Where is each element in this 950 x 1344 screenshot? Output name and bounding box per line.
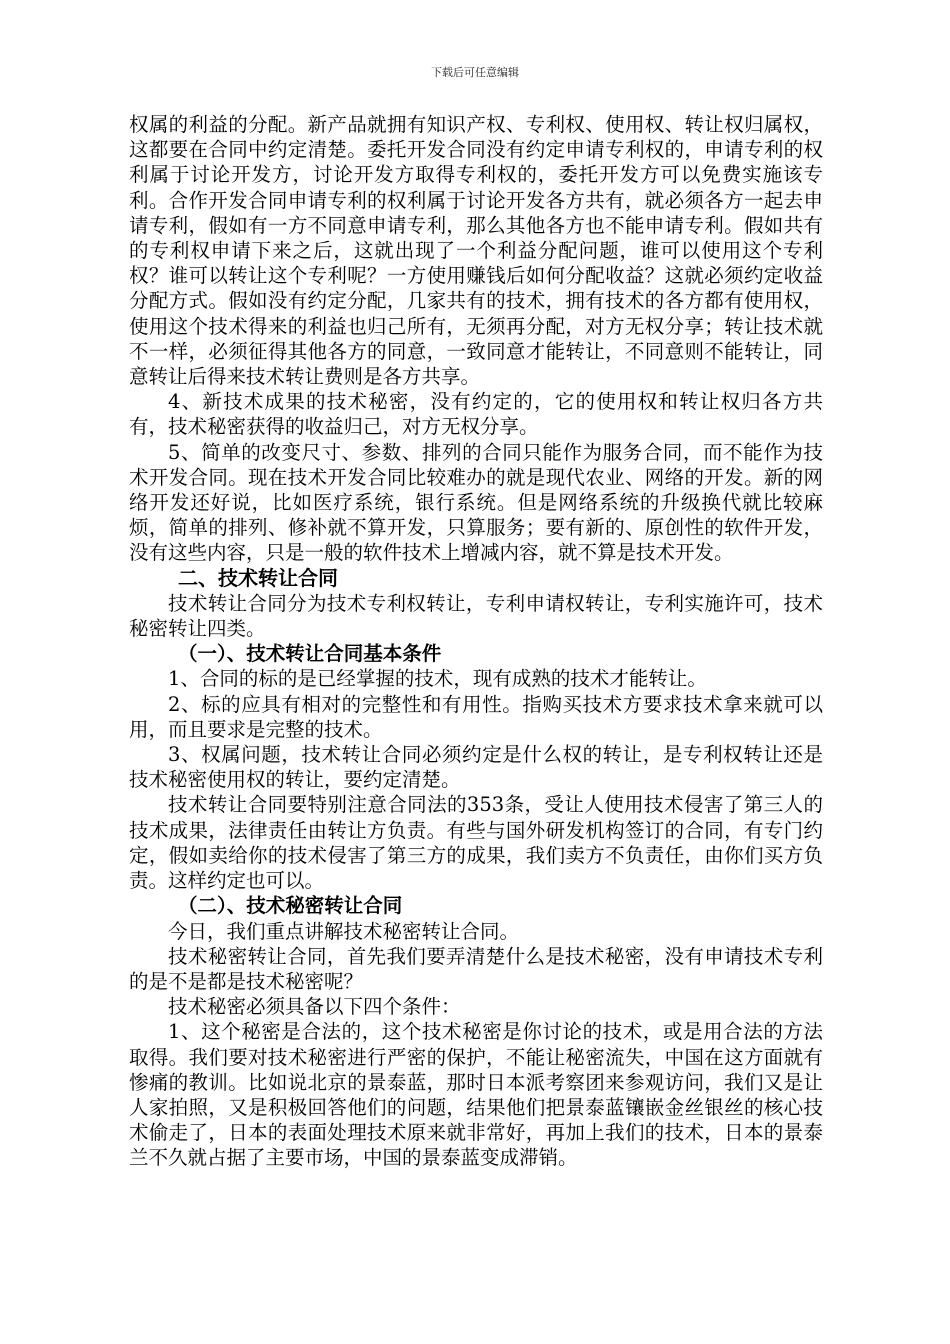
subsection-heading: （一）、技术转让合同基本条件: [178, 642, 442, 666]
paragraph: 技术转让合同分为技术专利权转让，专利申请权转让，专利实施许可，技术秘密转让四类。: [129, 591, 823, 641]
subsection-heading: （二）、技术秘密转让合同: [178, 894, 403, 918]
page-header: 下载后可任意编辑: [431, 66, 519, 79]
paragraph: 今日，我们重点讲解技术秘密转让合同。: [168, 919, 520, 943]
paragraph: 技术转让合同要特别注意合同法的353条，受让人使用技术侵害了第三人的技术成果，法律责任由转让方负责。有些与国外研发机构签订的合同，有专门约定，假如卖给你的技术侵害了第三方的成果，我们卖方不负责任，由你们买方负责。这样约定也可以。: [129, 793, 823, 893]
paragraph: 4、新技术成果的技术秘密，没有约定的，它的使用权和转让权归各方共有，技术秘密获得的收益归己，对方无权分享。: [129, 390, 823, 439]
paragraph: 1、合同的标的是已经掌握的技术，现有成熟的技术才能转让。: [168, 667, 707, 691]
paragraph: 1、这个秘密是合法的，这个技术秘密是你讨论的技术，或是用合法的方法取得。我们要对技术秘密进行严密的保护，不能让秘密流失，中国在这方面就有惨痛的教训。比如说北京的景泰蓝，那时日本派考察团来参观访问，我们又是让人家拍照，又是积极回答他们的问题，结果他们把景泰蓝镶嵌金丝银丝的核心技术偷走了，日本的表面处理技术原来就非常好，再加上我们的技术，日本的景泰兰不久就占据了主要市场，中国的景泰蓝变成滞销。: [129, 1020, 823, 1170]
paragraph: 技术秘密转让合同，首先我们要弄清楚什么是技术秘密，没有申请技术专利的是不是都是技术秘密呢？: [129, 944, 823, 993]
paragraph: 权属的利益的分配。新产品就拥有知识产权、专利权、使用权、转让权归属权，这都要在合同中约定清楚。委托开发合同没有约定申请专利权的，申请专利的权利属于讨论开发方，讨论开发方取得专利权的，委托开发方可以免费实施该专利。合作开发合同申请专利的权利属于讨论开发各方共有，就必须各方一起去申请专利，假如有一方不同意申请专利，那么其他各方也不能申请专利。假如共有的专利权申请下来之后，这就出现了一个利益分配问题，谁可以使用这个专利权？谁可以转让这个专利呢？一方使用赚钱后如何分配收益？这就必须约定收益分配方式。假如没有约定分配，几家共有的技术，拥有技术的各方都有使用权，使用这个技术得来的利益也归己所有，无须再分配，对方无权分享；转让技术就不一样，必须征得其他各方的同意，一致同意才能转让，不同意则不能转让，同意转让后得来技术转让费则是各方共享。: [129, 113, 823, 389]
paragraph: 5、简单的改变尺寸、参数、排列的合同只能作为服务合同，而不能作为技术开发合同。现在技术开发合同比较难办的就是现代农业、网络的开发。新的网络开发还好说，比如医疗系统，银行系统。但是网络系统的升级换代就比较麻烦，简单的排列、修补就不算开发，只算服务；要有新的、原创性的软件开发，没有这些内容，只是一般的软件技术上增减内容，就不算是技术开发。: [129, 440, 823, 565]
paragraph: 3、权属问题，技术转让合同必须约定是什么权的转让，是专利权转让还是技术秘密使用权的转让，要约定清楚。: [129, 743, 823, 792]
document-body: [129, 112, 823, 1171]
section-heading: 二、技术转让合同: [178, 565, 338, 590]
paragraph: 2、标的应具有相对的完整性和有用性。指购买技术方要求技术拿来就可以用，而且要求是完整的技术。: [129, 692, 823, 741]
paragraph: 技术秘密必须具备以下四个条件：: [168, 995, 461, 1019]
